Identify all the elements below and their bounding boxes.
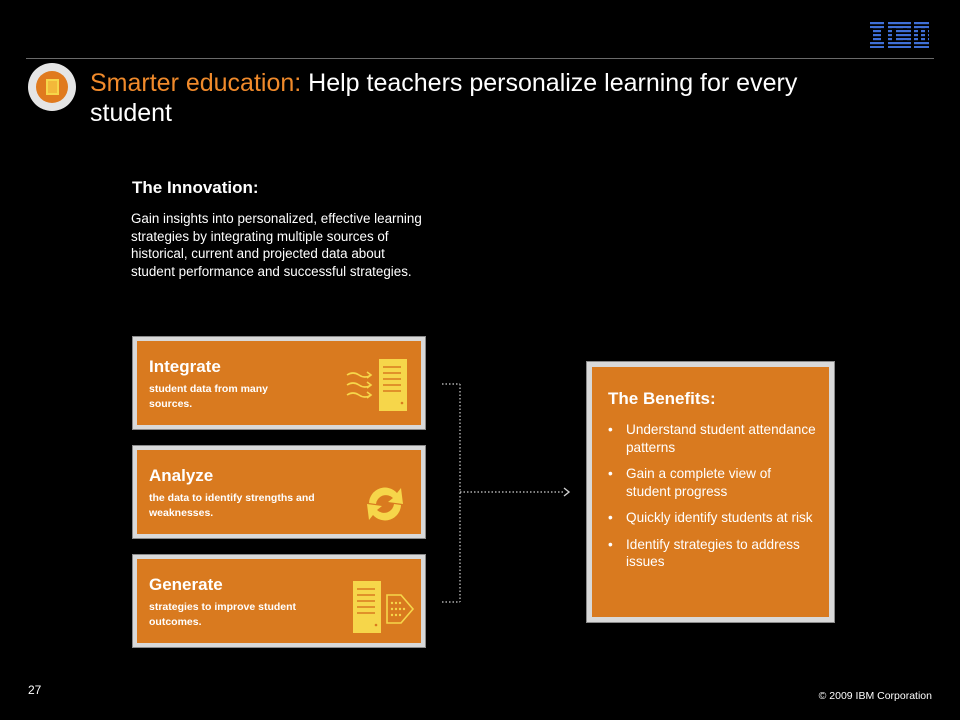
page-title	[90, 68, 850, 128]
arrow-right-icon	[564, 488, 569, 496]
benefit-item: • Quickly identify students at risk	[608, 509, 818, 527]
integrate-body: student data from many sources.	[149, 383, 269, 410]
generate-title: Generate	[149, 575, 223, 594]
generate-body: strategies to improve student outcomes.	[149, 601, 297, 628]
integrate-card	[133, 337, 425, 429]
document-output-icon	[351, 579, 417, 639]
data-sources-icon	[345, 355, 411, 415]
benefits-list	[608, 421, 818, 580]
benefit-item: • Identify strategies to address issues	[608, 536, 818, 571]
page-title-rest: Help teachers personalize learning for every student	[90, 69, 798, 127]
analyze-card	[133, 446, 425, 538]
benefits-panel	[587, 362, 834, 622]
smarter-education-badge-icon	[28, 63, 76, 111]
benefits-heading: The Benefits:	[608, 389, 716, 408]
generate-card	[133, 555, 425, 647]
integrate-title: Integrate	[149, 357, 221, 376]
refresh-cycle-icon	[363, 483, 407, 525]
benefit-item: • Gain a complete view of student progress	[608, 465, 818, 500]
copyright: © 2009 IBM Corporation	[818, 690, 932, 702]
benefit-item: • Understand student attendance patterns	[608, 421, 818, 456]
innovation-heading: The Innovation:	[132, 178, 259, 197]
page-title-accent: Smarter education:	[90, 69, 302, 97]
analyze-title: Analyze	[149, 466, 214, 485]
analyze-body: the data to identify strengths and weaknesses.	[149, 492, 315, 519]
flow-connector	[440, 380, 576, 610]
header-divider	[26, 58, 934, 59]
innovation-body: Gain insights into personalized, effective learning strategies by integrating multiple sources of historical, current and projected data about student performance and successful strategies.	[131, 211, 422, 279]
ibm-logo	[870, 22, 932, 48]
page-number: 27	[28, 683, 42, 697]
